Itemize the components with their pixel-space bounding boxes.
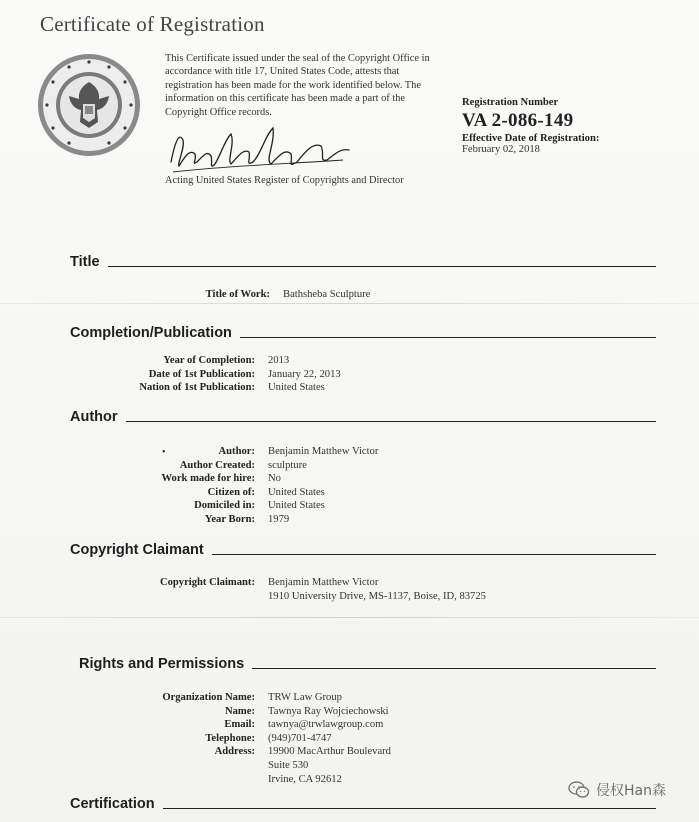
field-row	[150, 288, 370, 302]
claimant-fields	[135, 576, 486, 603]
copyright-office-seal-icon	[36, 52, 142, 158]
field-label: Date of 1st Publication:	[148, 368, 255, 380]
field-row	[135, 576, 486, 590]
field-label: Citizen of:	[207, 486, 255, 498]
author-fields	[135, 445, 378, 527]
field-row	[135, 759, 391, 773]
field-value: Benjamin Matthew Victor	[268, 446, 379, 457]
registration-number: VA 2-086-149	[462, 110, 574, 131]
field-value: 1979	[268, 513, 290, 525]
effective-date: February 02, 2018	[462, 144, 540, 155]
field-value: Bathsheba Sculpture	[283, 289, 371, 300]
field-label: Author Created:	[179, 459, 255, 471]
field-label	[135, 759, 268, 773]
field-label: Telephone:	[205, 732, 255, 744]
field-label: Name:	[224, 705, 255, 717]
field-label: Year Born:	[204, 513, 255, 525]
field-value: Benjamin Matthew Victor	[268, 577, 379, 588]
page-fold	[0, 617, 699, 618]
section-heading: Certification	[70, 796, 155, 812]
field-row	[135, 691, 391, 705]
field-value: United States	[268, 382, 325, 394]
field-label: Nation of 1st Publication:	[139, 382, 255, 394]
field-value: sculpture	[268, 459, 307, 471]
field-label: Organization Name:	[162, 692, 255, 703]
section-completion	[70, 325, 656, 341]
section-author	[70, 409, 656, 425]
field-value: tawnya@trwlawgroup.com	[268, 719, 384, 731]
registration-number-label: Registration Number	[462, 97, 559, 108]
field-value: TRW Law Group	[268, 692, 342, 703]
wechat-icon	[568, 781, 590, 799]
field-value: (949)701-4747	[268, 732, 332, 744]
field-row	[135, 745, 391, 759]
title-fields	[150, 288, 370, 302]
watermark	[568, 780, 666, 800]
field-row	[135, 499, 378, 513]
section-heading: Rights and Permissions	[79, 656, 245, 672]
signer-title: Acting United States Register of Copyrights and Director	[165, 175, 404, 186]
field-value: 19900 MacArthur Boulevard	[268, 746, 391, 758]
field-label	[135, 773, 268, 787]
field-row	[135, 459, 378, 473]
field-row	[135, 486, 378, 500]
field-row	[135, 354, 341, 368]
bullet-marker: •	[162, 447, 166, 458]
signature-icon	[165, 120, 365, 180]
field-value: United States	[268, 500, 325, 512]
field-label: Title of Work:	[205, 289, 270, 300]
field-row	[135, 381, 341, 395]
field-value: No	[268, 473, 281, 485]
section-heading: Author	[70, 409, 118, 425]
field-value: Irvine, CA 92612	[268, 773, 342, 785]
field-row	[135, 513, 378, 527]
field-row	[135, 773, 391, 787]
field-value: Tawnya Ray Wojciechowski	[268, 705, 389, 717]
field-label: Address:	[214, 746, 255, 758]
registration-block	[462, 97, 599, 155]
field-label: Year of Completion:	[163, 355, 255, 366]
field-value: 2013	[268, 355, 290, 366]
certificate-intro-text: This Certificate issued under the seal of the Copyright Office in accordance with title 17, United States Code, attests that registration has been made for the work identified below. The information on this certificate has been made a part of the Copyright Office records.	[165, 53, 430, 118]
field-value: 1910 University Drive, MS-1137, Boise, ID, 83725	[268, 590, 486, 602]
watermark-text: 侵权Han森	[596, 783, 666, 799]
field-row	[135, 445, 378, 459]
field-label: Email:	[224, 719, 255, 731]
field-row	[135, 732, 391, 746]
section-heading: Completion/Publication	[70, 325, 232, 341]
field-row	[135, 368, 341, 382]
field-value: United States	[268, 486, 325, 498]
field-label: Work made for hire:	[161, 473, 255, 485]
completion-fields	[135, 354, 341, 395]
effective-date-label: Effective Date of Registration:	[462, 133, 600, 144]
field-label: Domiciled in:	[194, 500, 255, 512]
section-claimant	[70, 542, 656, 558]
page-fold	[0, 303, 699, 304]
field-row	[135, 590, 486, 604]
field-row	[135, 718, 391, 732]
field-label: Copyright Claimant:	[159, 577, 255, 588]
section-title	[70, 254, 656, 270]
field-label: Author:	[218, 446, 255, 457]
section-heading: Title	[70, 254, 100, 270]
field-value: January 22, 2013	[268, 368, 341, 380]
field-row	[135, 705, 391, 719]
section-heading: Copyright Claimant	[70, 542, 204, 558]
document-title: Certificate of Registration	[40, 12, 265, 36]
field-row	[135, 472, 378, 486]
field-label	[135, 590, 268, 604]
section-rights	[79, 656, 656, 672]
field-value: Suite 530	[268, 759, 309, 771]
rights-fields	[135, 691, 391, 786]
